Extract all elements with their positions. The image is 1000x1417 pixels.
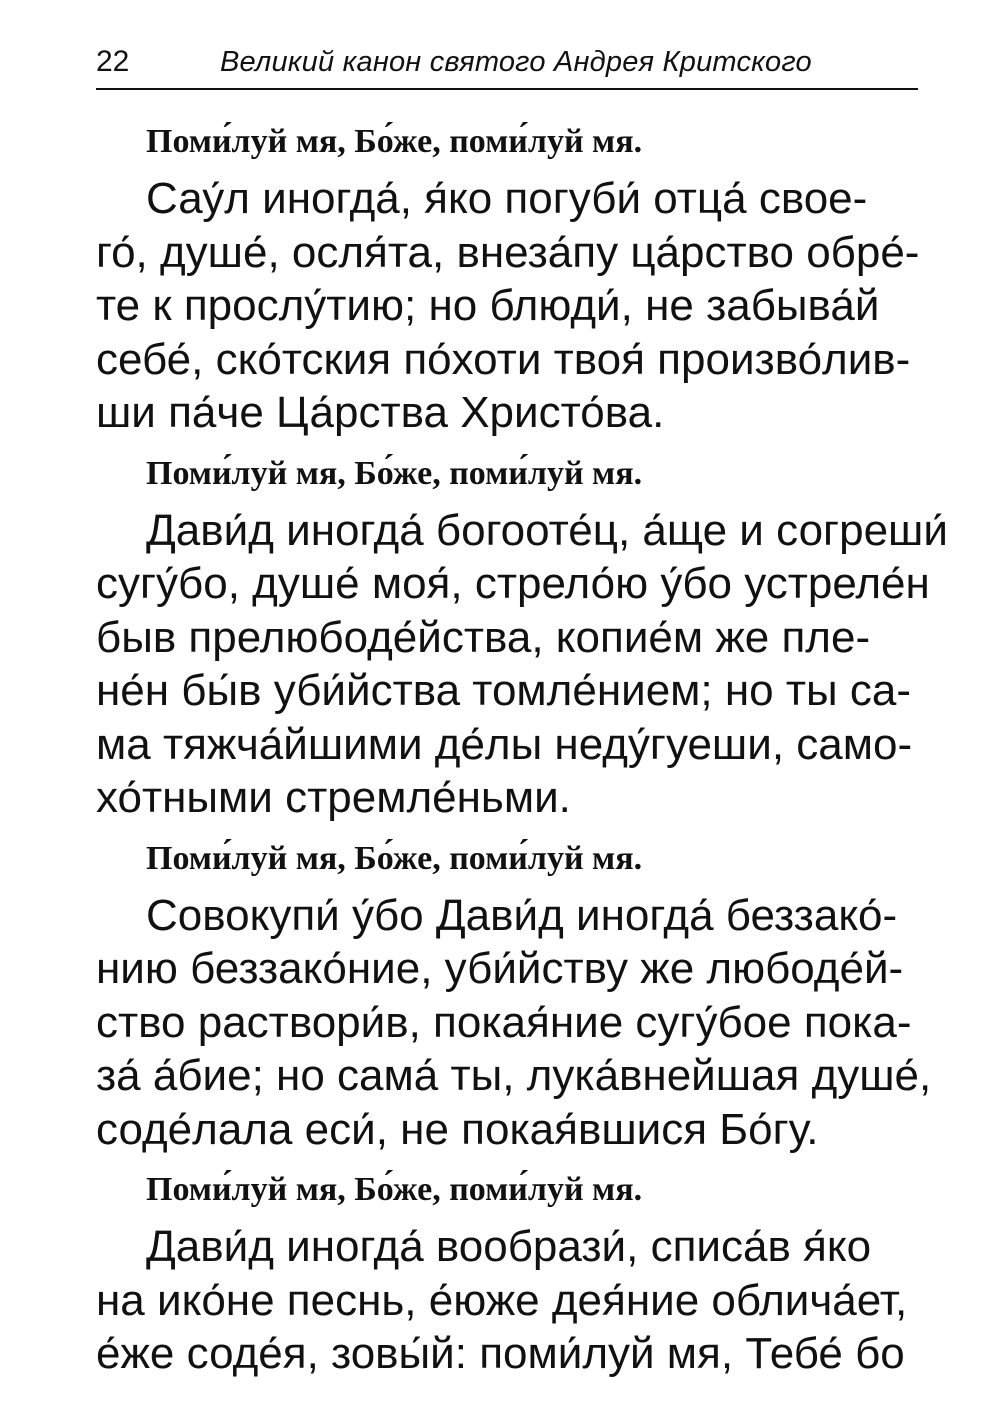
text-line: ство раствори́в, покая́ние сугу́бое пока-	[96, 997, 912, 1047]
text-line: не́н бы́в уби́йства томле́нием; но ты са-	[96, 666, 911, 715]
text-line: го́, душе́, осля́та, внеза́пу ца́рство обре́-	[96, 227, 920, 277]
text-line: хо́тными стремле́ньми.	[96, 773, 571, 822]
text-line: Совокупи́ у́бо Дави́д иногда́ беззако́-	[146, 890, 898, 940]
page-header	[96, 40, 918, 90]
text-line: на ико́не песнь, е́юже дея́ние облича́ет,	[96, 1275, 908, 1325]
page-number: 22	[96, 45, 130, 78]
text-line: ма тяжча́йшими де́лы неду́гуеши, само-	[96, 719, 913, 769]
text-line: за́ а́бие; но сама́ ты, лука́внейшая душе́,	[96, 1051, 932, 1100]
text-line: нию беззако́ние, уби́йству же любоде́й-	[96, 944, 904, 993]
text-line: Дави́д иногда́ вообрази́, списа́в я́ко	[146, 1222, 872, 1271]
refrain: Поми́луй мя, Бо́же, поми́луй мя.	[146, 454, 643, 492]
stanza	[96, 1220, 926, 1381]
running-title: Великий канон святого Андрея Критского	[220, 46, 812, 78]
page-body	[96, 122, 948, 1395]
stanza	[96, 172, 926, 440]
text-line: себе́, ско́тския по́хоти твоя́ произво́лив-	[96, 334, 911, 384]
stanza	[96, 504, 948, 825]
text-line: быв прелюбоде́йства, копие́м же пле-	[96, 612, 871, 662]
text-line: е́же соде́я, зовы́й: поми́луй мя, Тебе́ бо	[96, 1329, 905, 1378]
text-line: те к прослу́тию; но блюди́, не забыва́й	[96, 281, 880, 330]
refrain: Поми́луй мя, Бо́же, поми́луй мя.	[146, 123, 643, 160]
text-line: соде́лала еси́, не покая́вшися Бо́гу.	[96, 1104, 819, 1154]
text-line: Сау́л иногда́, я́ко погуби́ отца́ свое-	[146, 174, 868, 223]
text-line: сугу́бо, душе́ моя́, стрело́ю у́бо устреле́н	[96, 559, 930, 608]
text-line: Дави́д иногда́ богооте́ц, а́ще и согреши́	[146, 505, 948, 555]
refrain: Поми́луй мя, Бо́же, поми́луй мя.	[146, 839, 643, 877]
stanza	[96, 889, 932, 1157]
text-line: ши па́че Ца́рства Христо́ва.	[96, 388, 665, 437]
refrain: Поми́луй мя, Бо́же, поми́луй мя.	[146, 1171, 643, 1208]
